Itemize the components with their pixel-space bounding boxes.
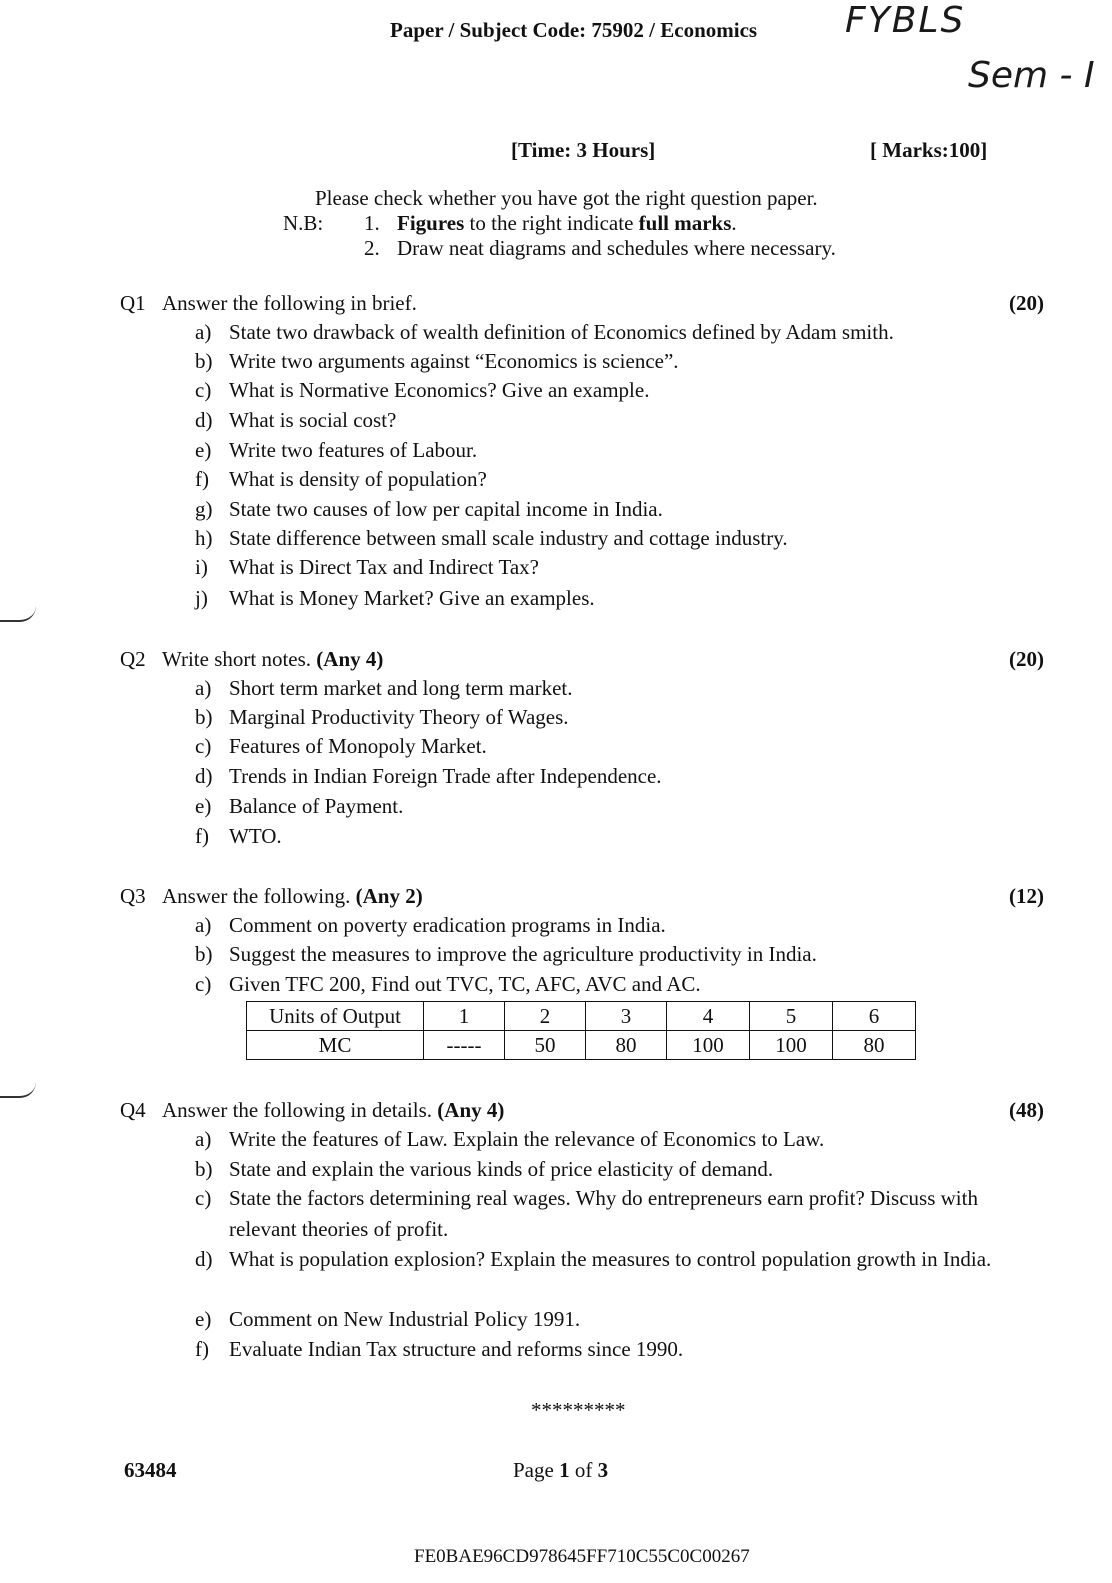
nb-text: to the right indicate — [464, 211, 639, 235]
nb-item-number: 1. — [364, 211, 380, 235]
question-number: Q1 — [120, 291, 146, 315]
item-label: f) — [195, 824, 209, 848]
question-3-heading — [120, 884, 423, 909]
page-current: 1 — [559, 1458, 570, 1482]
list-item — [195, 1307, 580, 1332]
table-cell: 100 — [750, 1031, 833, 1060]
question-choice: (Any 2) — [355, 884, 423, 908]
question-title: Write short notes. — [162, 647, 312, 671]
item-label: c) — [195, 378, 212, 402]
item-text: State and explain the various kinds of price elasticity of demand. — [229, 1157, 774, 1181]
item-text: Comment on New Industrial Policy 1991. — [229, 1307, 581, 1331]
item-label: h) — [195, 526, 213, 550]
item-text: What is Direct Tax and Indirect Tax? — [229, 555, 539, 579]
handwritten-course: FYBLS — [845, 0, 966, 41]
item-text: What is Normative Economics? Give an example. — [229, 378, 650, 402]
page-total: 3 — [597, 1458, 609, 1482]
nb-text: . — [731, 211, 737, 235]
item-text: State two causes of low per capital income in India. — [229, 497, 663, 521]
question-4-marks: (48) — [1009, 1098, 1044, 1122]
question-title: Answer the following in details. — [162, 1098, 433, 1122]
item-label: b) — [195, 349, 213, 373]
list-item — [195, 734, 487, 759]
table-header-cell: Units of Output — [247, 1002, 424, 1031]
item-text: Comment on poverty eradication programs in India. — [229, 913, 666, 937]
table-cell: 1 — [424, 1002, 505, 1031]
table-cell: 80 — [833, 1031, 916, 1060]
question-4-heading — [120, 1098, 504, 1123]
item-label: e) — [195, 794, 212, 818]
list-item — [195, 408, 396, 433]
item-text: Trends in Indian Foreign Trade after Independence. — [229, 764, 662, 788]
page-of: of — [569, 1458, 598, 1482]
list-item — [195, 438, 477, 463]
list-item — [195, 676, 573, 701]
cost-table — [246, 1001, 916, 1060]
punch-hole-mark — [0, 1082, 36, 1098]
list-item — [195, 526, 788, 551]
nb-item-2 — [364, 236, 836, 261]
table-cell: 50 — [505, 1031, 586, 1060]
question-number: Q4 — [120, 1098, 146, 1122]
item-label: e) — [195, 438, 212, 462]
item-text: WTO. — [229, 824, 282, 848]
item-text: Features of Monopoly Market. — [229, 734, 487, 758]
item-text: Write two features of Labour. — [229, 438, 478, 462]
question-1-marks: (20) — [1009, 291, 1044, 315]
item-text: Balance of Payment. — [229, 794, 404, 818]
list-item — [195, 824, 282, 849]
nb-item-number: 2. — [364, 236, 380, 260]
question-1-heading — [120, 291, 417, 316]
exam-marks: [ Marks:100] — [870, 138, 988, 162]
punch-hole-mark — [0, 606, 36, 622]
question-choice: (Any 4) — [316, 647, 384, 671]
item-label: g) — [195, 497, 213, 521]
table-row — [247, 1031, 916, 1060]
question-number: Q2 — [120, 647, 146, 671]
list-item — [195, 497, 663, 522]
table-cell: 100 — [667, 1031, 750, 1060]
nb-bold-text: Figures — [397, 211, 465, 235]
item-text: What is population explosion? Explain the measures to control population growth in India. — [229, 1247, 992, 1271]
list-item — [195, 705, 569, 730]
item-text: Write two arguments against “Economics is science”. — [229, 349, 679, 373]
item-text: Short term market and long term market. — [229, 676, 573, 700]
list-item — [195, 467, 487, 492]
item-label: j) — [195, 586, 208, 610]
nb-bold-text: full marks — [638, 211, 732, 235]
item-text: Suggest the measures to improve the agriculture productivity in India. — [229, 942, 817, 966]
item-text: What is density of population? — [229, 467, 487, 491]
item-text: Marginal Productivity Theory of Wages. — [229, 705, 569, 729]
check-instruction: Please check whether you have got the right question paper. — [315, 186, 818, 210]
item-label: f) — [195, 467, 209, 491]
question-number: Q3 — [120, 884, 146, 908]
question-2-marks: (20) — [1009, 647, 1044, 671]
table-cell: 3 — [586, 1002, 667, 1031]
list-item — [195, 972, 701, 997]
list-item — [195, 586, 595, 611]
table-cell: 4 — [667, 1002, 750, 1031]
item-label: e) — [195, 1307, 212, 1331]
item-text: Evaluate Indian Tax structure and reforms since 1990. — [229, 1337, 684, 1361]
item-text: State difference between small scale industry and cottage industry. — [229, 526, 788, 550]
list-item — [195, 913, 666, 938]
list-item — [195, 794, 403, 819]
question-choice: (Any 4) — [437, 1098, 505, 1122]
item-label: c) — [195, 1186, 212, 1210]
page-prefix: Page — [513, 1458, 560, 1482]
item-text: Write the features of Law. Explain the relevance of Economics to Law. — [229, 1127, 825, 1151]
page-number — [513, 1458, 608, 1483]
item-label: b) — [195, 942, 213, 966]
item-text: What is social cost? — [229, 408, 397, 432]
item-label: d) — [195, 764, 213, 788]
item-text: State two drawback of wealth definition of Economics defined by Adam smith. — [229, 320, 894, 344]
list-item — [195, 764, 662, 789]
list-item — [195, 1157, 773, 1182]
item-text: Given TFC 200, Find out TVC, TC, AFC, AVC and AC. — [229, 972, 701, 996]
list-item — [195, 1337, 683, 1362]
nb-item-1 — [364, 211, 737, 236]
table-header-cell: MC — [247, 1031, 424, 1060]
item-label: a) — [195, 1127, 212, 1151]
list-item — [195, 349, 679, 374]
question-3-marks: (12) — [1009, 884, 1044, 908]
table-row — [247, 1002, 916, 1031]
item-text: What is Money Market? Give an examples. — [229, 586, 595, 610]
item-label: c) — [195, 972, 212, 996]
question-title: Answer the following in brief. — [162, 291, 417, 315]
item-label: a) — [195, 913, 212, 937]
item-label: d) — [195, 1247, 213, 1271]
item-label: a) — [195, 676, 212, 700]
end-stars: ********* — [531, 1398, 626, 1422]
item-label: d) — [195, 408, 213, 432]
item-text: State the factors determining real wages. Why do entrepreneurs earn profit? Discuss with relevant theories of profit. — [229, 1186, 978, 1241]
list-item — [195, 1127, 824, 1152]
list-item — [195, 1183, 999, 1245]
item-label: i) — [195, 555, 208, 579]
nb-label: N.B: — [283, 211, 324, 235]
question-title: Answer the following. — [162, 884, 351, 908]
item-label: f) — [195, 1337, 209, 1361]
table-cell: 2 — [505, 1002, 586, 1031]
paper-title: Paper / Subject Code: 75902 / Economics — [390, 18, 758, 42]
table-cell: 80 — [586, 1031, 667, 1060]
list-item — [195, 942, 817, 967]
item-label: c) — [195, 734, 212, 758]
item-label: a) — [195, 320, 212, 344]
question-2-heading — [120, 647, 383, 672]
list-item — [195, 1244, 999, 1275]
exam-time: [Time: 3 Hours] — [511, 138, 656, 162]
document-hash: FE0BAE96CD978645FF710C55C0C00267 — [414, 1546, 750, 1567]
nb-text: Draw neat diagrams and schedules where necessary. — [397, 236, 836, 260]
paper-code: 63484 — [124, 1458, 177, 1482]
list-item — [195, 320, 894, 345]
table-cell: 6 — [833, 1002, 916, 1031]
item-label: b) — [195, 1157, 213, 1181]
table-cell: ----- — [424, 1031, 505, 1060]
item-label: b) — [195, 705, 213, 729]
handwritten-semester: Sem - I — [968, 55, 1095, 96]
list-item — [195, 378, 649, 403]
list-item — [195, 555, 539, 580]
table-cell: 5 — [750, 1002, 833, 1031]
